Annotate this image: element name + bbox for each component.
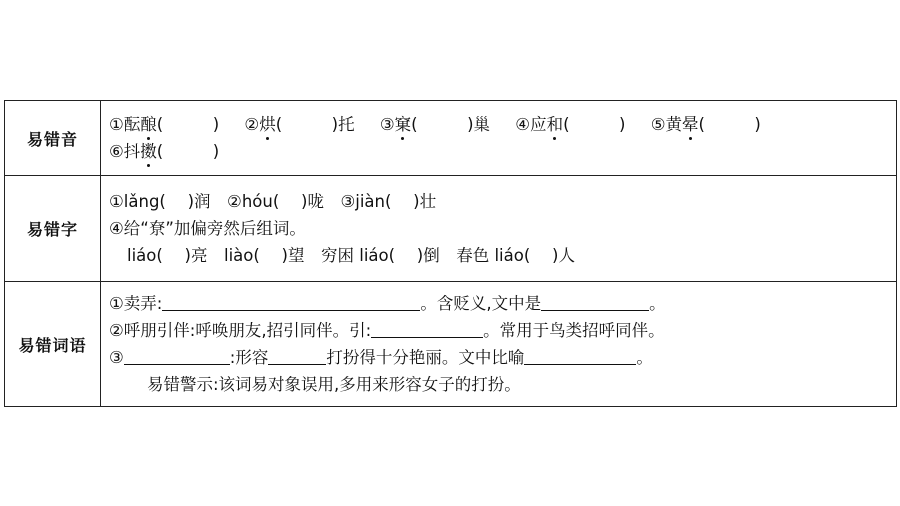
word-text: 。含贬义,文中是 xyxy=(420,294,542,313)
item-char: 抖 xyxy=(123,142,141,161)
item-char-dotted: 烘 xyxy=(259,115,276,134)
answer-blank[interactable] xyxy=(524,348,636,365)
word-text: :形容 xyxy=(229,348,269,367)
row-content xyxy=(101,101,897,176)
item-number: ① xyxy=(109,115,124,134)
row-label: 易错音 xyxy=(5,101,101,176)
item xyxy=(651,115,761,134)
item-char: 酝 xyxy=(123,115,141,134)
answer-blank[interactable] xyxy=(268,348,326,365)
item xyxy=(109,142,219,161)
item-char-dotted: 酿 xyxy=(140,115,157,134)
row-pronunciation xyxy=(5,101,897,176)
item xyxy=(515,115,625,134)
word-text: 。 xyxy=(649,294,666,313)
item-number: ⑥ xyxy=(109,142,124,161)
pinyin-line: ①lǎng( )润 ②hóu( )咙 ③jiàn( )壮 xyxy=(109,192,437,211)
row-words xyxy=(5,282,897,407)
row-content xyxy=(101,176,897,282)
row-label: 易错字 xyxy=(5,176,101,282)
item xyxy=(244,115,354,134)
pinyin-line: liáo( )亮 liào( )望 穷困 liáo( )倒 春色 liáo( )人 xyxy=(127,246,575,265)
item-line xyxy=(109,138,888,165)
item-char-dotted: 和 xyxy=(546,115,564,134)
answer-blank[interactable]: ( )托 xyxy=(275,115,355,134)
word-line-1 xyxy=(109,290,888,317)
word-text: 打扮得十分艳丽。文中比喻 xyxy=(326,348,525,367)
worksheet-table xyxy=(4,100,897,407)
answer-blank[interactable]: ( ) xyxy=(156,115,220,134)
answer-blank[interactable]: ( ) xyxy=(698,115,761,134)
answer-blank[interactable] xyxy=(541,294,649,311)
row-content xyxy=(101,282,897,407)
row-label: 易错词语 xyxy=(5,282,101,407)
item-number: ③ xyxy=(379,115,395,134)
item-char-dotted: 擞 xyxy=(140,142,157,161)
word-text: ①卖弄: xyxy=(109,294,163,313)
answer-blank[interactable]: ( ) xyxy=(563,115,626,134)
instruction-line: ④给“尞”加偏旁然后组词。 xyxy=(109,219,306,238)
word-text: 。常用于鸟类招呼同伴。 xyxy=(483,321,665,340)
item-char: 应 xyxy=(530,115,547,134)
item xyxy=(109,115,219,134)
word-line-2 xyxy=(109,317,888,344)
answer-blank[interactable]: ( )巢 xyxy=(411,115,491,134)
item-char-dotted: 晕 xyxy=(681,115,699,134)
warning-line: 易错警示:该词易对象误用,多用来形容女子的打扮。 xyxy=(147,375,521,394)
answer-blank[interactable] xyxy=(371,321,483,338)
word-text: 。 xyxy=(636,348,653,367)
word-line-3 xyxy=(109,344,888,371)
answer-blank[interactable] xyxy=(162,294,420,311)
word-text: ②呼朋引伴:呼唤朋友,招引同伴。引: xyxy=(109,321,372,340)
item-number: ⑤ xyxy=(650,115,666,134)
item-line xyxy=(109,111,888,138)
item-char-dotted: 窠 xyxy=(394,115,412,134)
item-number: ④ xyxy=(515,115,531,134)
row-characters xyxy=(5,176,897,282)
answer-blank[interactable]: ( ) xyxy=(156,142,220,161)
item-number: ② xyxy=(244,115,260,134)
word-text: ③ xyxy=(109,348,124,367)
item-char: 黄 xyxy=(665,115,682,134)
answer-blank[interactable] xyxy=(124,348,230,365)
item xyxy=(380,115,490,134)
